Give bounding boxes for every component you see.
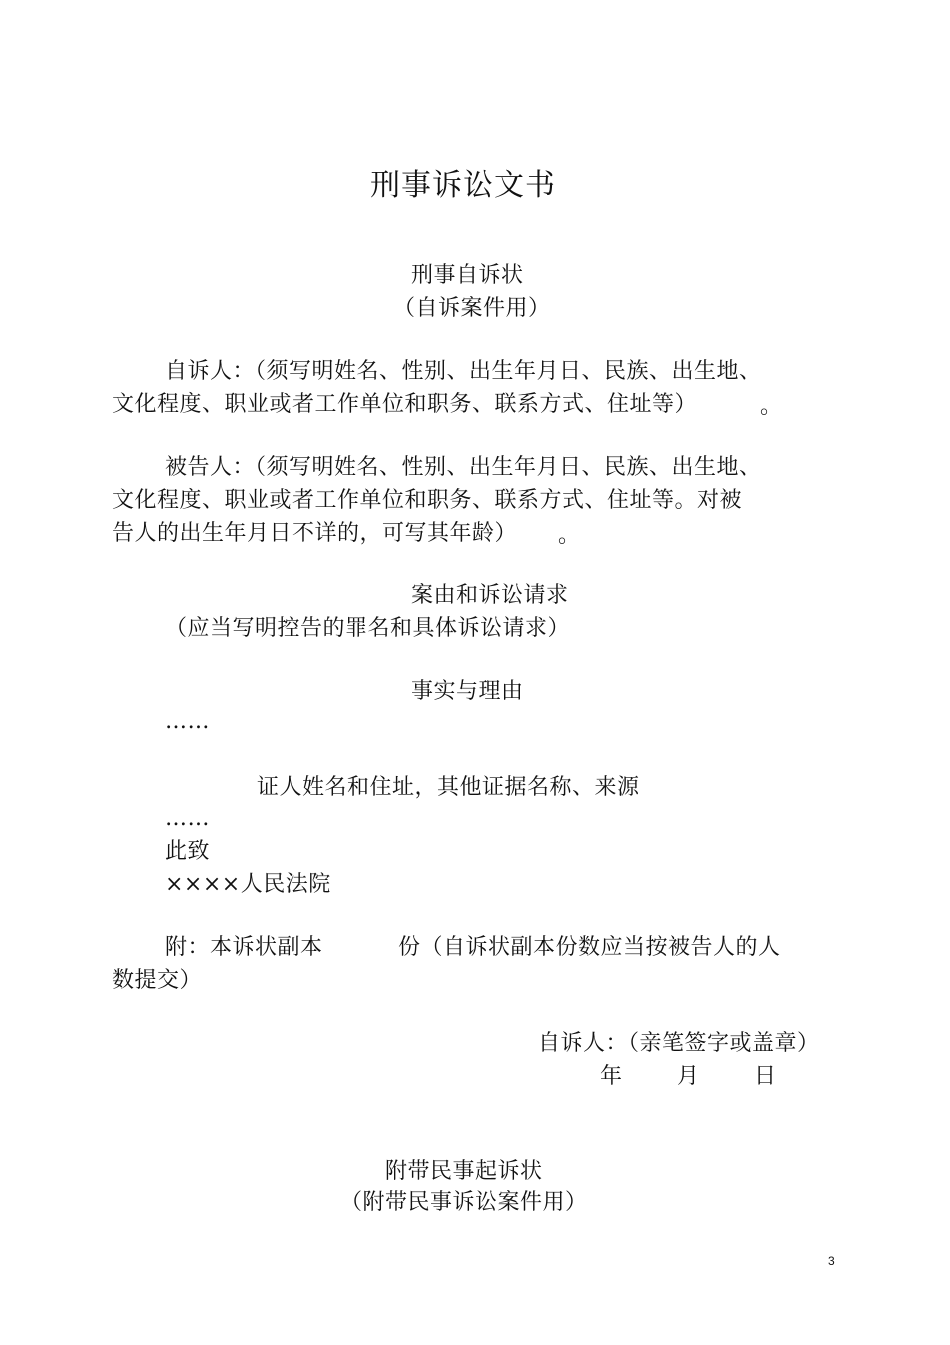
defendant-line-1: 被告人：（须写明姓名、性别、出生年月日、民族、出生地、	[165, 455, 762, 480]
defendant-line-3: 告人的出生年月日不详的，可写其年龄）	[112, 521, 518, 546]
page-title: 刑事诉讼文书	[370, 168, 556, 203]
page-number: 3	[828, 1254, 835, 1268]
signature-month: 月	[677, 1064, 700, 1089]
defendant-line-2: 文化程度、职业或者工作单位和职务、联系方式、住址等。对被	[112, 488, 743, 513]
plaintiff-line-1: 自诉人：（须写明姓名、性别、出生年月日、民族、出生地、	[165, 359, 762, 384]
signature-day: 日	[754, 1064, 777, 1089]
claims-heading: 案由和诉讼请求	[411, 583, 569, 608]
evidence-ellipsis: ……	[165, 806, 210, 831]
salutation-court: ××××人民法院	[165, 872, 331, 897]
section-heading-complaint: 刑事自诉状	[411, 263, 524, 288]
section-subheading-complaint: （自诉案件用）	[393, 296, 551, 321]
section-subheading-civil: （附带民事诉讼案件用）	[340, 1190, 588, 1215]
defendant-end-mark: 。	[558, 523, 581, 548]
plaintiff-end-mark: 。	[760, 394, 783, 419]
attachment-part-1: 附：本诉状副本	[165, 935, 323, 960]
facts-heading: 事实与理由	[411, 679, 524, 704]
attachment-part-2: 份（自诉状副本份数应当按被告人的人	[398, 935, 781, 960]
section-heading-civil: 附带民事起诉状	[385, 1159, 543, 1184]
salutation-line-1: 此致	[165, 839, 211, 864]
signature-year: 年	[600, 1064, 623, 1089]
attachment-line-2: 数提交）	[112, 968, 203, 993]
facts-ellipsis: ……	[165, 709, 210, 734]
claims-note: （应当写明控告的罪名和具体诉讼请求）	[165, 616, 571, 641]
plaintiff-line-2: 文化程度、职业或者工作单位和职务、联系方式、住址等）	[112, 392, 698, 417]
signature-line: 自诉人：（亲笔签字或盖章）	[538, 1031, 820, 1056]
evidence-heading: 证人姓名和住址，其他证据名称、来源	[257, 775, 640, 800]
